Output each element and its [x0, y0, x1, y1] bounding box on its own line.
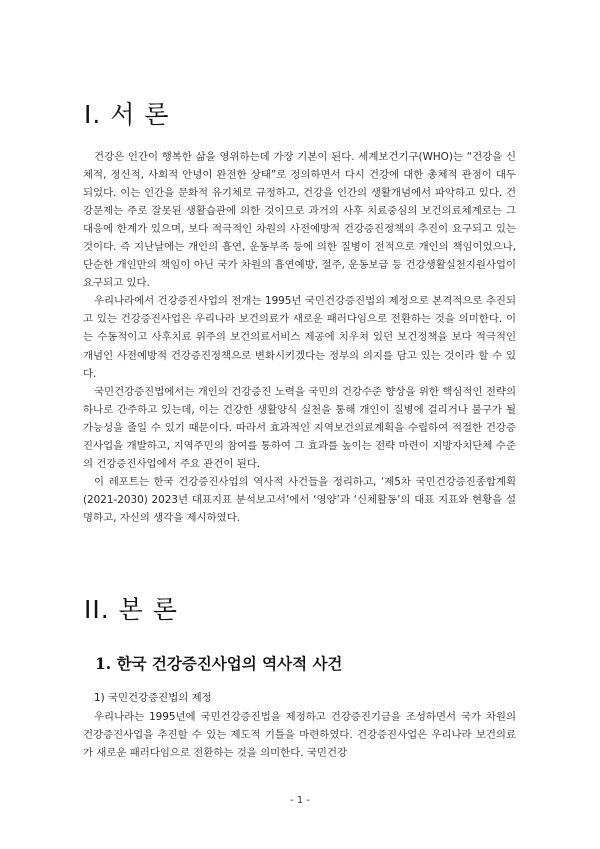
- page-number: - 1 -: [290, 795, 310, 806]
- paragraph: 국민건강증진법에서는 개인의 건강증진 노력을 국민의 건강수준 향상을 위한 핵심적인 전략의 하나로 간주하고 있는데, 이는 건강한 생활양식 실천을 통해 개인이 질병에 걸리거나 불구가 될 가능성을 줄일 수 있기 때문이다. 따라서 효과적인 지역보건의료계획을 수립하여 적절한 건강증진사업을 개발하고, 지역주민의 참여를 통하여 그 효과를 높이는 전략 마련이 지방자치단체 수준의 건강증진사업에서 주요 관건이 된다.: [83, 385, 516, 470]
- main-body-text: [83, 708, 516, 762]
- introduction-body: [83, 148, 516, 527]
- paragraph: 우리나라는 1995년에 국민건강증진법을 제정하고 건강증진기금을 조성하면서 국가 차원의 건강증진사업을 추진할 수 있는 제도적 기틀을 마련하였다. 건강증진사업은 우리나라 보건의료가 새로운 패러다임으로 전환하는 것을 의미한다. 국민건강: [83, 711, 516, 760]
- section-heading-introduction: I. 서 론: [84, 100, 170, 129]
- paragraph: 우리나라에서 건강증진사업의 전개는 1995년 국민건강증진법의 제정으로 본격적으로 추진되고 있는 건강증진사업은 우리나라 보건의료가 새로운 패러다임으로 전환하는 것을 의미한다. 이는 수동적이고 사후치료 위주의 보건의료서비스 제공에 치우쳐 있던 보건정책을 보다 적극적인 개념인 사전예방적 건강증진정책으로 변화시키겠다는 정부의 의지를 담고 있는 것이라 할 수 있다.: [83, 295, 516, 380]
- subsubsection-heading: 1) 국민건강증진법의 제정: [94, 692, 212, 704]
- subsection-heading: 1. 한국 건강증진사업의 역사적 사건: [95, 654, 343, 673]
- paragraph: 이 레포트는 한국 건강증진사업의 역사적 사건들을 정리하고, ‘제5차 국민건강증진종합계획(2021-2030) 2023년 대표지표 분석보고서’에서 ‘영양’과 ‘신체활동’의 대표 지표와 현황을 설명하고, 자신의 생각을 제시하였다.: [83, 475, 516, 524]
- section-heading-main-body: II. 본 론: [84, 595, 178, 624]
- paragraph: 건강은 인간이 행복한 삶을 영위하는데 가장 기본이 된다. 세계보건기구(WHO)는 “건강을 신체적, 정신적, 사회적 안녕이 완전한 상태”로 정의하면서 다시 건강에 대한 총체적 관점이 대두되었다. 이는 인간을 문화적 유기체로 규정하고, 건강을 인간의 생활개념에서 파악하고 있다. 건강문제는 주로 잘못된 생활습관에 의한 것이므로 과거의 사후 치료중심의 보건의료체계로는 그 대응에 한계가 있으며, 보다 적극적인 차원의 사전예방적 건강증진정책의 추진이 요구되고 있는 것이다. 즉 지난날에는 개인의 흡연, 운동부족 등에 의한 질병이 전적으로 개인의 책임이었으나, 단순한 개인만의 책임이 아닌 국가 차원의 흡연예방, 절주, 운동보급 등 건강생활실천지원사업이 요구되고 있다.: [83, 151, 516, 290]
